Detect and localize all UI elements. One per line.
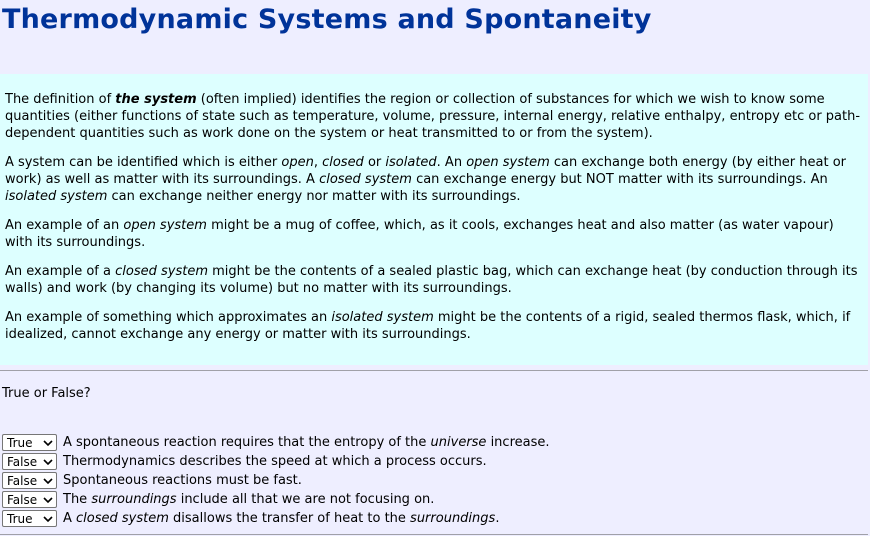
question-text: A closed system disallows the transfer of heat to the surroundings.	[63, 511, 500, 526]
page-title: Thermodynamic Systems and Spontaneity	[2, 4, 652, 35]
definition-paragraph: The definition of the system (often implied) identifies the region or collection of substances for which we wish to know some quantities (either functions of state such as temperature, volume, pressure, internal energy, relative enthalpy, entropy etc or path-dependent quantities such as work done on the system or heat transmitted to or from the system).	[5, 92, 861, 141]
question-text: The surroundings include all that we are not focusing on.	[63, 492, 435, 507]
system-definition-panel	[0, 74, 868, 365]
question-text: Thermodynamics describes the speed at which a process occurs.	[63, 454, 487, 469]
closed-system-example: An example of a closed system might be the contents of a sealed plastic bag, which can exchange heat (by conduction through its walls) and work (by changing its volume) but no matter with its surroundings.	[5, 264, 858, 296]
true-false-select[interactable]: True	[2, 510, 57, 527]
question-row	[2, 433, 550, 452]
system-types-paragraph: A system can be identified which is either open, closed or isolated. An open system can exchange both energy (by either heat or work) as well as matter with its surroundings. A closed system can exchange energy but NOT matter with its surroundings. An isolated system can exchange neither energy nor matter with its surroundings.	[5, 155, 847, 204]
question-text: A spontaneous reaction requires that the entropy of the universe increase.	[63, 435, 550, 450]
true-false-select[interactable]: True	[2, 434, 57, 451]
true-false-select[interactable]: False	[2, 472, 57, 489]
quiz-questions	[2, 433, 550, 528]
question-row	[2, 509, 550, 528]
question-text: Spontaneous reactions must be fast.	[63, 473, 302, 488]
question-row	[2, 452, 550, 471]
divider-top	[0, 370, 868, 371]
chevron-down-icon	[43, 477, 53, 485]
quiz-prompt: True or False?	[2, 386, 91, 401]
chevron-down-icon	[43, 458, 53, 466]
chevron-down-icon	[43, 439, 53, 447]
divider-bottom	[0, 534, 868, 535]
term-the-system: the system	[115, 92, 197, 107]
question-row	[2, 490, 550, 509]
chevron-down-icon	[43, 496, 53, 504]
chevron-down-icon	[43, 515, 53, 523]
isolated-system-example: An example of something which approximates an isolated system might be the contents of a rigid, sealed thermos flask, which, if idealized, cannot exchange any energy or matter with its surroundings.	[5, 310, 851, 342]
true-false-select[interactable]: False	[2, 453, 57, 470]
question-row	[2, 471, 550, 490]
true-false-select[interactable]: False	[2, 491, 57, 508]
open-system-example: An example of an open system might be a mug of coffee, which, as it cools, exchanges heat and also matter (as water vapour) with its surroundings.	[5, 218, 834, 250]
